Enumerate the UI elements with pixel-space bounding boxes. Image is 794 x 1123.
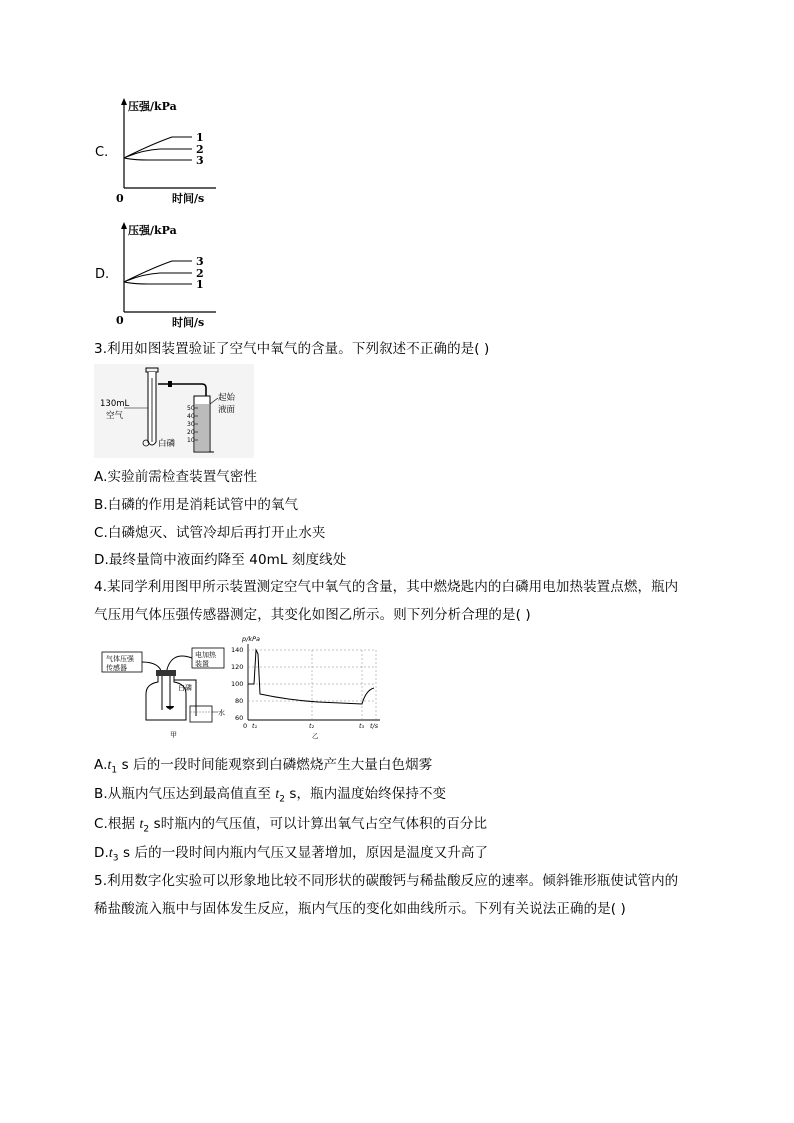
q4-yi-origin: 0	[243, 722, 248, 730]
q3-label-level: 液面	[218, 405, 236, 415]
q4-option-c: C.根据 $t_2$ s时瓶内的气压值，可以计算出氧气占空气体积的百分比	[94, 816, 488, 835]
q4-yi-ytick-120: 120	[231, 663, 244, 671]
option-d-curve-3: 3	[196, 255, 204, 268]
q3-label-phosphorus: 白磷	[158, 439, 176, 449]
q3-tick-20: 20	[187, 429, 195, 436]
q3-tick-50: 50	[187, 405, 195, 412]
option-d-label: D.	[95, 267, 110, 282]
q3-tick-40: 40	[187, 413, 195, 420]
q4-yi-caption: 乙	[312, 732, 319, 740]
option-c-curve-3: 3	[196, 154, 204, 167]
q3-option-d: D.最终量筒中液面约降至 40mL 刻度线处	[94, 552, 347, 568]
q3-option-c: C.白磷熄灭、试管冷却后再打开止水夹	[94, 525, 326, 541]
q4-stem-line1: 4.某同学利用图甲所示装置测定空气中氧气的含量，其中燃烧匙内的白磷用电加热装置点燃，瓶内	[94, 579, 679, 595]
option-c-yaxis: 压强/kPa	[128, 100, 177, 113]
option-d-graph	[112, 220, 222, 332]
q4-yi-xtick-t2: t₂	[309, 722, 315, 730]
option-d-xaxis: 时间/s	[172, 316, 205, 329]
q3-label-air: 空气	[106, 411, 124, 421]
q5-stem-line1: 5.利用数字化实验可以形象地比较不同形状的碳酸钙与稀盐酸反应的速率。倾斜锥形瓶使试管内的	[94, 873, 679, 889]
q4-yi-xtick-t3: t₃	[359, 722, 365, 730]
option-d-curve-2: 2	[196, 267, 204, 280]
q4-figure-yi	[228, 632, 388, 740]
q4-jia-heater-1: 电加热	[195, 651, 216, 659]
q5-stem-line2: 稀盐酸流入瓶中与固体发生反应，瓶内气压的变化如曲线所示。下列有关说法正确的是( )	[94, 901, 626, 917]
q4-option-a: $A.t_1$ s 后的一段时间能观察到白磷燃烧产生大量白色烟雾	[94, 757, 433, 776]
option-c-label: C.	[95, 145, 109, 160]
q4-yi-xlabel: t/s	[370, 722, 379, 730]
q4-jia-phosphorus: 白磷	[178, 684, 192, 692]
q4-jia-sensor-2: 传感器	[106, 664, 127, 672]
q3-stem: 3.利用如图装置验证了空气中氧气的含量。下列叙述不正确的是( )	[94, 341, 490, 357]
q4-jia-heater-2: 装置	[195, 660, 209, 668]
q4-figure-jia	[100, 640, 226, 740]
q3-label-start: 起始	[218, 393, 236, 403]
q3-option-a: A.实验前需检查装置气密性	[94, 469, 258, 485]
q4-jia-sensor-1: 气体压强	[106, 655, 134, 663]
q4-yi-ytick-80: 80	[235, 697, 244, 705]
q4-jia-water: 水	[218, 709, 225, 717]
q3-label-air-volume: 130mL	[100, 399, 130, 409]
q4-yi-ytick-60: 60	[235, 714, 244, 722]
q4-option-d: $D.t_3$ s 后的一段时间内瓶内气压又显著增加，原因是温度又升高了	[94, 845, 489, 864]
q4-stem-line2: 气压用气体压强传感器测定，其变化如图乙所示。则下列分析合理的是( )	[94, 607, 531, 623]
q3-option-b: B.白磷的作用是消耗试管中的氧气	[94, 497, 299, 513]
q4-jia-caption: 甲	[170, 731, 177, 739]
option-c-origin: 0	[116, 192, 124, 205]
q4-yi-xtick-t1: t₁	[252, 722, 258, 730]
option-c-graph	[112, 96, 222, 208]
option-d-curve-1: 1	[196, 278, 204, 291]
q4-yi-ytick-140: 140	[231, 646, 244, 654]
q4-option-b: B.从瓶内气压达到最高值直至 $t_2$ s，瓶内温度始终保持不变	[94, 786, 447, 805]
option-c-curve-1: 1	[196, 131, 204, 144]
option-d-yaxis: 压强/kPa	[128, 224, 177, 237]
option-c-curve-2: 2	[196, 143, 204, 156]
option-d-origin: 0	[116, 314, 124, 327]
option-c-xaxis: 时间/s	[172, 192, 205, 205]
q3-apparatus-figure	[94, 364, 254, 458]
q3-tick-10: 10	[187, 437, 195, 444]
q4-yi-ylabel: p/kPa	[242, 635, 260, 643]
q3-tick-30: 30	[187, 421, 195, 428]
q4-yi-ytick-100: 100	[231, 680, 244, 688]
